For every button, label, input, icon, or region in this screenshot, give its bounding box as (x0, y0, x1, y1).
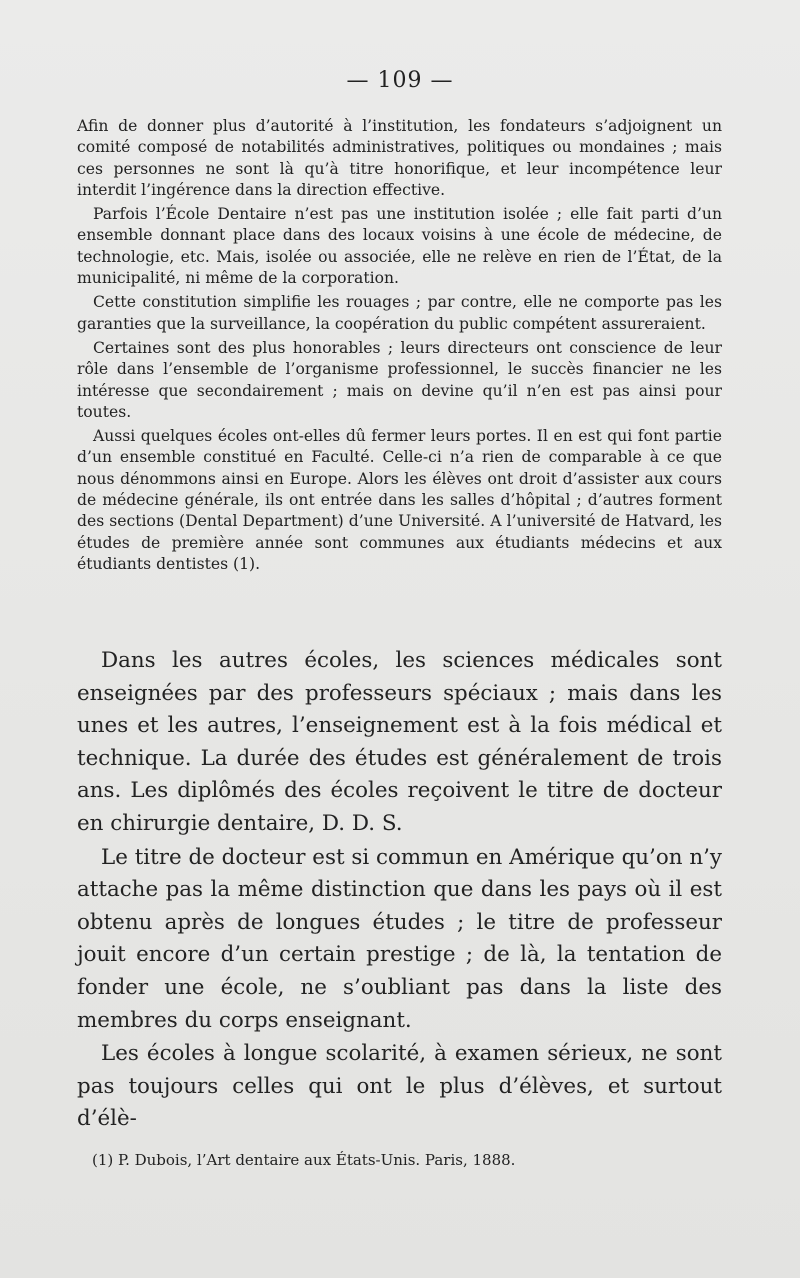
paragraph: Les écoles à longue scolarité, à examen sérieux, ne sont pas toujours celles qui ont le plus d’élèves, et surtout d’élè- (77, 1041, 722, 1132)
paragraph: Parfois l’École Dentaire n’est pas une institution isolée ; elle fait parti d’un ensemble donnant place dans des locaux voisins à une école de médecine, de technologie, etc. Mais, isolée ou associée, elle ne relève en rien de l’État, de la municipalité, ni même de la corporation. (77, 205, 722, 288)
paragraph: Dans les autres écoles, les sciences médicales sont enseignées par des professeurs spéciaux ; mais dans les unes et les autres, l’enseignement est à la fois médical et technique. La durée des études est généralement de trois ans. Les diplômés des écoles reçoivent le titre de docteur en chirurgie dentaire, D. D. S. (77, 648, 722, 836)
large-text-block (77, 645, 722, 1136)
paragraph: Le titre de docteur est si commun en Amérique qu’on n’y attache pas la même distinction que dans les pays où il est obtenu après de longues études ; le titre de professeur jouit encore d’un certain prestige ; de là, la tentation de fonder une école, ne s’oubliant pas dans la liste des membres du corps enseignant. (77, 844, 722, 1033)
paragraph: Cette constitution simplifie les rouages ; par contre, elle ne comporte pas les garanties que la surveillance, la coopération du public compétent assureraient. (77, 293, 722, 333)
paragraph: Aussi quelques écoles ont-elles dû fermer leurs portes. Il en est qui font partie d’un ensemble constitué en Faculté. Celle-ci n’a rien de comparable à ce que nous dénommons ainsi en Europe. Alors les élèves ont droit d’assister aux cours de médecine générale, ils ont entrée dans les salles d’hôpital ; d’autres forment des sections (Dental Department) d’une Université. A l’université de Hatvard, les études de première année sont communes aux étudiants médecins et aux étudiants dentistes (1). (77, 427, 722, 573)
paragraph: Certaines sont des plus honorables ; leurs directeurs ont conscience de leur rôle dans l’ensemble de l’organisme professionnel, le succès financier ne les intéresse que secondairement ; mais on devine qu’il n’en est pas ainsi pour toutes. (77, 338, 722, 421)
footnote: (1) P. Dubois, l’Art dentaire aux États-Unis. Paris, 1888. (92, 1151, 516, 1169)
paragraph: Afin de donner plus d’autorité à l’institution, les fondateurs s’adjoignent un comité composé de notabilités administratives, politiques ou mondaines ; mais ces personnes ne sont là qu’à titre honorifique, et leur incompétence leur interdit l’ingérence dans la direction effective. (77, 117, 722, 199)
small-text-block (77, 116, 722, 575)
page-number: — 109 — (346, 68, 454, 93)
